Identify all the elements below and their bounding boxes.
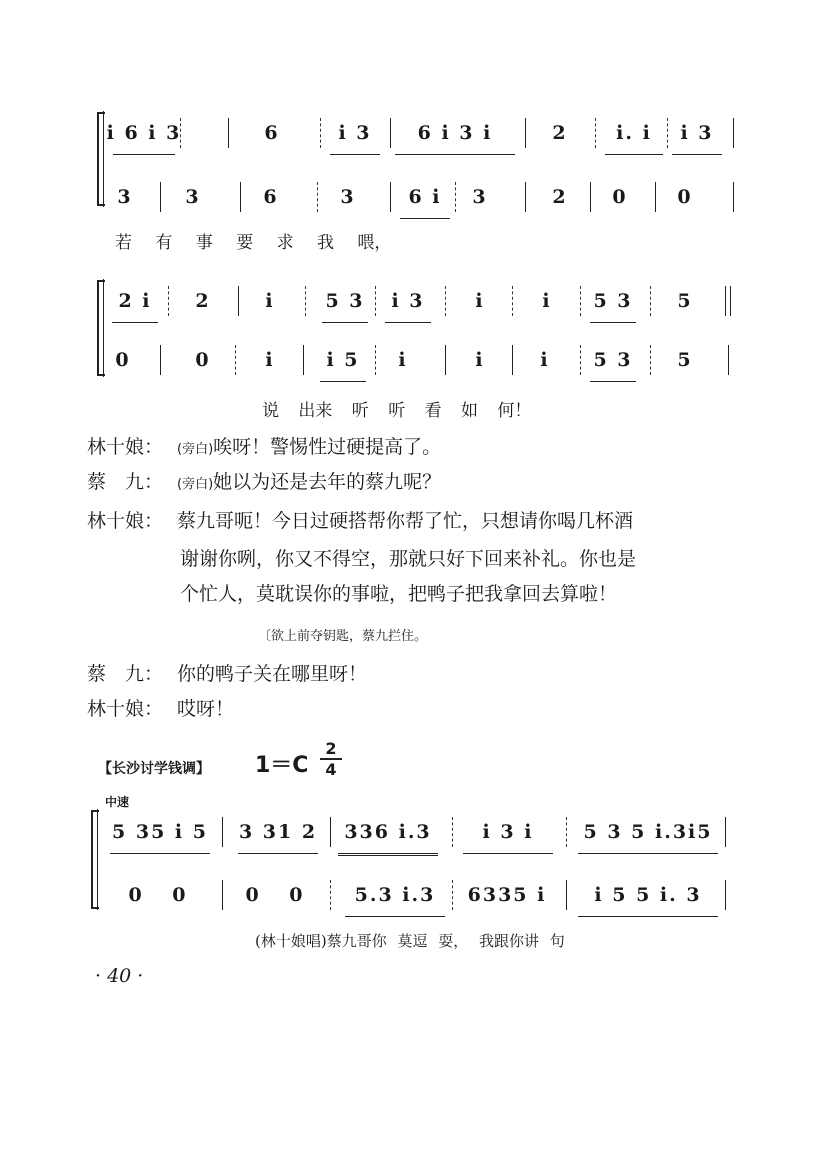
measure: 5 35 i 5 bbox=[110, 812, 210, 854]
meter-bottom: 4 bbox=[325, 760, 337, 779]
dialogue-continuation: 谢谢你咧，你又不得空，那就只好下回来补礼。你也是 bbox=[180, 548, 637, 570]
meter-top: 2 bbox=[325, 739, 337, 758]
measure: i 3 bbox=[672, 113, 722, 155]
measure: 2 i bbox=[112, 281, 158, 323]
measure: 3 bbox=[340, 186, 356, 208]
measure: 3 31 2 bbox=[238, 812, 318, 854]
stage-direction: 〔欲上前夺钥匙，蔡九拦住。 bbox=[258, 629, 428, 644]
speaker-name: 蔡 九： bbox=[87, 663, 164, 685]
measure: 0 bbox=[195, 349, 211, 371]
key-signature: 1＝C bbox=[255, 753, 309, 778]
measure: i bbox=[265, 349, 275, 371]
measure: 5 3 5 i.3i5 bbox=[578, 812, 718, 854]
measure: i. i bbox=[605, 113, 663, 155]
lyrics-line: 若 有 事 要 求 我 喂， bbox=[115, 233, 392, 253]
dialogue-line bbox=[87, 468, 441, 499]
measure: i bbox=[475, 290, 485, 312]
lyrics-line: 说 出来 听 听 看 如 何！ bbox=[262, 401, 532, 421]
speaker-name: 蔡 九： bbox=[87, 471, 164, 493]
speaker-name: 林十娘： bbox=[87, 510, 164, 532]
dialogue-line bbox=[87, 507, 633, 535]
measure: i 6 i 3 bbox=[113, 113, 175, 155]
measure: 2 bbox=[195, 290, 211, 312]
measure: 0 bbox=[677, 186, 693, 208]
measure: i bbox=[542, 290, 552, 312]
measure: 5 bbox=[677, 349, 693, 371]
measure: 6 bbox=[264, 122, 280, 144]
measure: i bbox=[540, 349, 550, 371]
aside-note: (旁白) bbox=[177, 442, 214, 457]
measure: 3 bbox=[117, 186, 133, 208]
speaker-name: 林十娘： bbox=[87, 436, 164, 458]
dialogue-text: 唉呀！警惕性过硬提高了。 bbox=[213, 436, 442, 458]
measure: i 3 i bbox=[463, 812, 553, 854]
dialogue-line bbox=[87, 433, 441, 464]
measure: i 3 bbox=[330, 113, 380, 155]
dialogue-text: 哎呀！ bbox=[177, 698, 235, 720]
measure: i 5 5 i. 3 bbox=[578, 875, 718, 917]
lyrics-line: (林十娘唱)蔡九哥你 莫逗 耍， 我跟你讲 句 bbox=[255, 932, 565, 950]
measure: 5 3 bbox=[322, 281, 368, 323]
measure: 5 3 bbox=[590, 281, 636, 323]
dialogue-line bbox=[87, 695, 234, 723]
upper-staff bbox=[0, 281, 826, 321]
dialogue-continuation: 个忙人，莫耽误你的事啦，把鸭子把我拿回去算啦！ bbox=[180, 583, 618, 605]
measure: 2 bbox=[552, 186, 568, 208]
measure: 3 bbox=[472, 186, 488, 208]
measure: 0 0 bbox=[128, 884, 188, 906]
measure: 0 bbox=[115, 349, 131, 371]
measure: 6335 i bbox=[467, 884, 547, 906]
measure: 0 0 bbox=[245, 884, 305, 906]
time-signature bbox=[320, 740, 342, 778]
upper-staff bbox=[0, 812, 826, 852]
dialogue-line bbox=[87, 660, 367, 688]
measure: 5 bbox=[677, 290, 693, 312]
dialogue-text: 她以为还是去年的蔡九呢？ bbox=[213, 471, 442, 493]
page-number: · 40 · bbox=[95, 965, 144, 987]
tune-title: 【长沙讨学钱调】 bbox=[98, 761, 210, 777]
aside-note: (旁白) bbox=[177, 477, 214, 492]
measure: 0 bbox=[612, 186, 628, 208]
upper-staff bbox=[0, 113, 826, 153]
measure: 6 i 3 i bbox=[395, 113, 515, 155]
measure: 2 bbox=[552, 122, 568, 144]
measure: 5.3 i.3 bbox=[345, 875, 445, 917]
measure: i bbox=[475, 349, 485, 371]
tempo-marking: 中速 bbox=[105, 795, 130, 809]
measure: i 3 bbox=[385, 281, 431, 323]
lower-staff bbox=[0, 875, 826, 915]
measure: i bbox=[398, 349, 408, 371]
dialogue-text: 蔡九哥呃！今日过硬搭帮你帮了忙，只想请你喝几杯酒 bbox=[177, 510, 634, 532]
measure: 6 i bbox=[400, 177, 450, 219]
measure: 336 i.3 bbox=[338, 812, 438, 856]
lower-staff bbox=[0, 177, 826, 217]
speaker-name: 林十娘： bbox=[87, 698, 164, 720]
measure: i 5 bbox=[320, 340, 366, 382]
measure: i bbox=[265, 290, 275, 312]
measure: 5 3 bbox=[590, 340, 636, 382]
dialogue-text: 你的鸭子关在哪里呀！ bbox=[177, 663, 368, 685]
measure: 6 bbox=[263, 186, 279, 208]
measure: 3 bbox=[185, 186, 201, 208]
lower-staff bbox=[0, 340, 826, 380]
